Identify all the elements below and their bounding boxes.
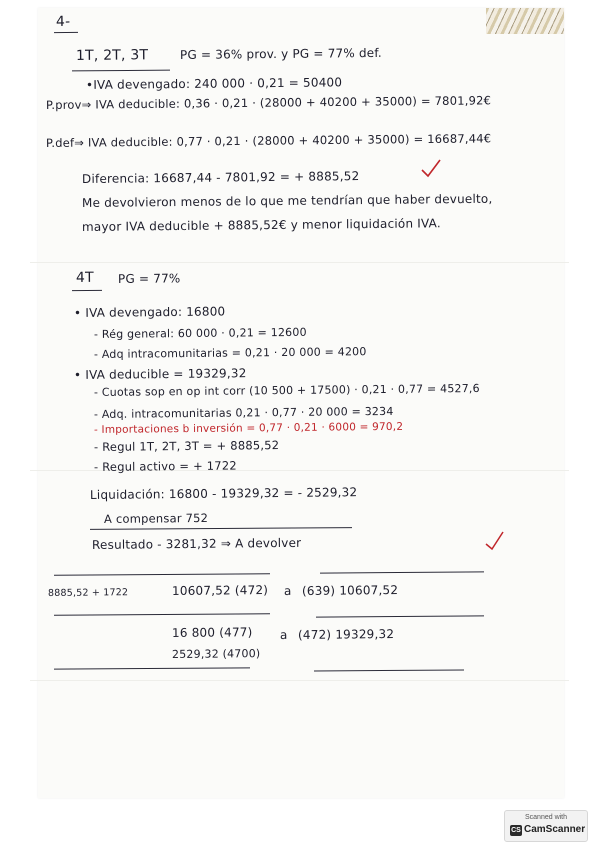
- a-compensar: A compensar 752: [103, 510, 209, 526]
- section2-pg-info: PG = 77%: [117, 271, 181, 286]
- importaciones-inversion: - Importaciones b inversión = 0,77 · 0,21 · 6000 = 970,2: [93, 420, 404, 436]
- iva-devengado-4t: • IVA devengado: 16800: [73, 304, 226, 320]
- iva-deducible-4t: • IVA deducible = 19329,32: [73, 366, 247, 382]
- entry2-credit: (472) 19329,32: [297, 626, 395, 642]
- iva-deducible-def: P.def⇒ IVA deducible: 0,77 · 0,21 · (28000 + 40200 + 35000) = 16687,44€: [45, 131, 492, 150]
- regul-1t-2t-3t: - Regul 1T, 2T, 3T = + 8885,52: [93, 438, 280, 454]
- exercise-number: 4-: [55, 13, 71, 30]
- adq-intracomunitarias: - Adq intracomunitarias = 0,21 · 20 000 = 4200: [93, 345, 367, 361]
- camscanner-badge: [504, 810, 588, 842]
- comment-line-2: mayor IVA deducible + 8885,52€ y menor liquidación IVA.: [81, 216, 441, 234]
- iva-devengado: •IVA devengado: 240 000 · 0,21 = 50400: [85, 75, 343, 92]
- camscanner-name: CamScanner: [524, 824, 586, 835]
- entry1-debit: 10607,52 (472): [171, 582, 269, 598]
- section1-heading: 1T, 2T, 3T: [75, 47, 149, 64]
- comment-line-1: Me devolvieron menos de lo que me tendrían que haber devuelto,: [81, 191, 493, 210]
- underline: [54, 32, 78, 34]
- entry2-debit-2: 2529,32 (4700): [171, 647, 261, 661]
- entry1-connector: a: [283, 583, 292, 598]
- section2-heading: 4T: [75, 269, 94, 286]
- entry2-debit: 16 800 (477): [171, 625, 253, 640]
- section1-pg-info: PG = 36% prov. y PG = 77% def.: [179, 45, 382, 62]
- entry2-connector: a: [279, 627, 288, 642]
- scanned-with-label: Scanned with: [524, 814, 568, 821]
- entry1-credit: (639) 10607,52: [301, 582, 399, 598]
- cuotas-soportadas: - Cuotas sop en op int corr (10 500 + 17500) · 0,21 · 0,77 = 4527,6: [93, 381, 480, 399]
- adq-intra-deducible: - Adq. intracomunitarias 0,21 · 0,77 · 20 000 = 3234: [93, 404, 394, 421]
- diferencia: Diferencia: 16687,44 - 7801,92 = + 8885,52: [81, 169, 360, 186]
- iva-deducible-prov: P.prov⇒ IVA deducible: 0,36 · 0,21 · (28000 + 40200 + 35000) = 7801,92€: [45, 93, 492, 112]
- reg-general: - Rég general: 60 000 · 0,21 = 12600: [93, 325, 307, 341]
- bleed-line: [30, 262, 569, 263]
- check-mark-icon: [484, 530, 506, 552]
- torn-corner: [486, 8, 564, 34]
- check-mark-icon: [420, 158, 442, 180]
- heading-underline: [72, 290, 102, 292]
- liquidacion: Liquidación: 16800 - 19329,32 = - 2529,32: [89, 485, 358, 502]
- regularization-note: 8885,52 + 1722: [47, 587, 129, 599]
- regul-activo: - Regul activo = + 1722: [93, 458, 237, 474]
- resultado: Resultado - 3281,32 ⇒ A devolver: [91, 535, 302, 552]
- camscanner-logo-icon: CS: [511, 827, 521, 834]
- bleed-line: [30, 680, 569, 681]
